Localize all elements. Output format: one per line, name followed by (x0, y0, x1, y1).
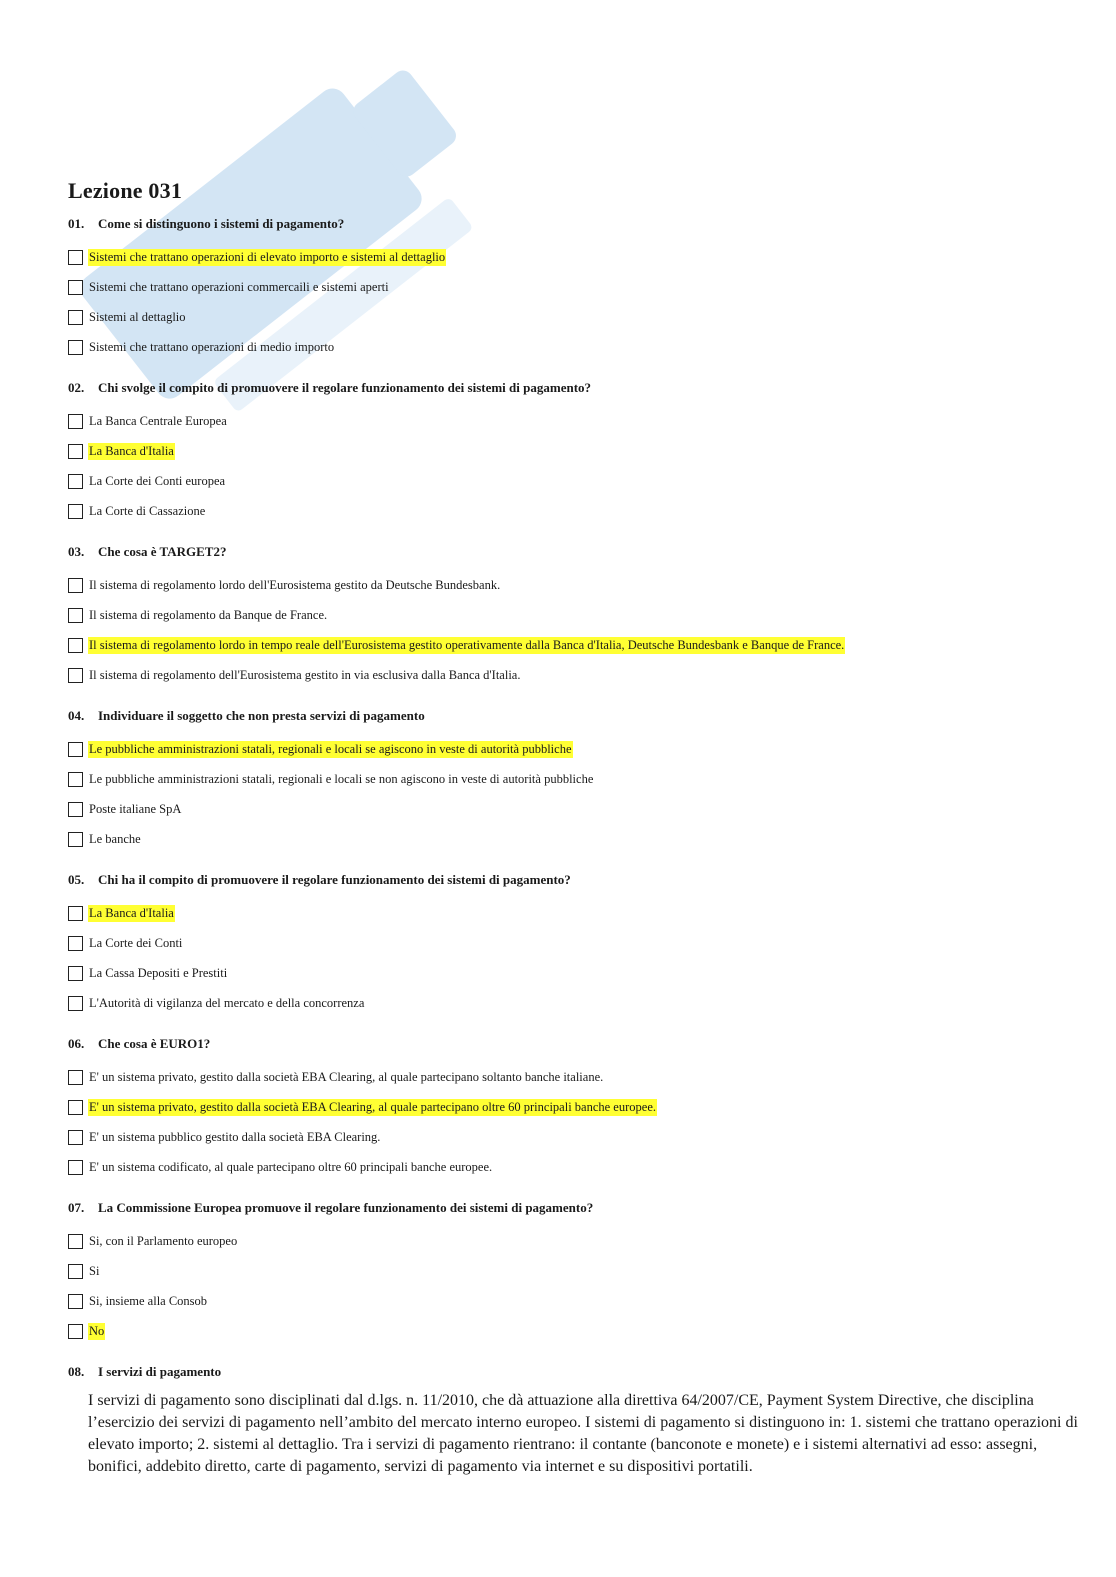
answer-checkbox[interactable] (68, 742, 83, 757)
answer-text: Le pubbliche amministrazioni statali, regionali e locali se non agiscono in veste di autorità pubbliche (89, 771, 594, 786)
answer-option[interactable] (68, 302, 1098, 332)
answer-checkbox[interactable] (68, 340, 83, 355)
question-number: 06. (68, 1036, 85, 1051)
answer-option[interactable] (68, 600, 1098, 630)
question-number: 07. (68, 1200, 85, 1215)
question-title (68, 542, 1098, 562)
question-title (68, 870, 1098, 890)
question-block (68, 214, 1098, 378)
answer-option[interactable] (68, 1286, 1098, 1316)
answer-option[interactable] (68, 794, 1098, 824)
answer-option[interactable] (68, 1092, 1098, 1122)
spacer (68, 690, 1098, 706)
question-title (68, 378, 1098, 398)
answer-checkbox[interactable] (68, 1294, 83, 1309)
answer-checkbox[interactable] (68, 1100, 83, 1115)
answer-option[interactable] (68, 1256, 1098, 1286)
question-text: Chi svolge il compito di promuovere il regolare funzionamento dei sistemi di pagamento? (98, 380, 592, 395)
answer-checkbox[interactable] (68, 310, 83, 325)
answer-option[interactable] (68, 496, 1098, 526)
lesson-title: Lezione 031 (68, 178, 183, 203)
answer-text: Le banche (89, 831, 141, 846)
question-text: Chi ha il compito di promuovere il regolare funzionamento dei sistemi di pagamento? (98, 872, 571, 887)
answer-option[interactable] (68, 1316, 1098, 1346)
answer-checkbox[interactable] (68, 474, 83, 489)
answer-text: E' un sistema codificato, al quale partecipano oltre 60 principali banche europee. (89, 1159, 493, 1174)
answer-option[interactable] (68, 1152, 1098, 1182)
answer-checkbox[interactable] (68, 280, 83, 295)
answer-text: Si (89, 1263, 100, 1278)
question-number: 04. (68, 708, 85, 723)
answer-text: E' un sistema privato, gestito dalla società EBA Clearing, al quale partecipano soltanto banche italiane. (89, 1069, 604, 1084)
answer-text: E' un sistema pubblico gestito dalla società EBA Clearing. (89, 1129, 381, 1144)
answer-checkbox[interactable] (68, 1130, 83, 1145)
question-number: 02. (68, 380, 85, 395)
question-title (68, 1034, 1098, 1054)
question-text: La Commissione Europea promuove il regolare funzionamento dei sistemi di pagamento? (98, 1200, 594, 1215)
answer-option[interactable] (68, 242, 1098, 272)
answer-option[interactable] (68, 928, 1098, 958)
question-block (68, 706, 1098, 870)
answer-checkbox[interactable] (68, 1160, 83, 1175)
answer-checkbox[interactable] (68, 444, 83, 459)
spacer (68, 362, 1098, 378)
question-text: Che cosa è EURO1? (98, 1036, 211, 1051)
question-number: 03. (68, 544, 85, 559)
answer-option[interactable] (68, 272, 1098, 302)
spacer (68, 1018, 1098, 1034)
answer-checkbox[interactable] (68, 608, 83, 623)
answer-checkbox[interactable] (68, 1070, 83, 1085)
spacer (68, 526, 1098, 542)
open-question-answer: I servizi di pagamento sono disciplinati dal d.lgs. n. 11/2010, che dà attuazione alla direttiva 64/2007/CE, Payment System Directive, che disciplina l’esercizio dei servizi di pagamento nell’ambito del mercato interno europeo. I sistemi di pagamento si distinguono in: 1. sistemi che trattano operazioni di elevato importo; 2. sistemi al dettaglio. Tra i servizi di pagamento rientrano: il contante (banconote e monete) e i sistemi alternativi ad esso: assegni, bonifici, addebito diretto, carte di pagamento, servizi di pagamento via internet e su dispositivi portatili. (88, 1392, 1078, 1475)
answer-option[interactable] (68, 630, 1098, 660)
question-text: I servizi di pagamento (98, 1364, 222, 1379)
answer-checkbox[interactable] (68, 250, 83, 265)
answer-text: Il sistema di regolamento dell'Eurosistema gestito in via esclusiva dalla Banca d'Italia. (89, 667, 521, 682)
question-text: Che cosa è TARGET2? (98, 544, 227, 559)
answer-option[interactable] (68, 734, 1098, 764)
answer-text: Il sistema di regolamento da Banque de France. (89, 607, 328, 622)
question-text: Individuare il soggetto che non presta servizi di pagamento (98, 708, 425, 723)
answer-checkbox[interactable] (68, 1264, 83, 1279)
answer-option[interactable] (68, 436, 1098, 466)
correct-answer-text: No (89, 1323, 105, 1338)
spacer (68, 1182, 1098, 1198)
answer-checkbox[interactable] (68, 414, 83, 429)
open-question (68, 1362, 1098, 1478)
question-block (68, 542, 1098, 706)
answer-text: Si, con il Parlamento europeo (89, 1233, 238, 1248)
answer-text: Si, insieme alla Consob (89, 1293, 208, 1308)
question-title (68, 1198, 1098, 1218)
answer-checkbox[interactable] (68, 504, 83, 519)
answer-option[interactable] (68, 988, 1098, 1018)
answer-option[interactable] (68, 1062, 1098, 1092)
answer-checkbox[interactable] (68, 1234, 83, 1249)
answer-checkbox[interactable] (68, 802, 83, 817)
correct-answer-text: Le pubbliche amministrazioni statali, regionali e locali se agiscono in veste di autorità pubbliche (89, 741, 572, 756)
spacer (68, 854, 1098, 870)
answer-option[interactable] (68, 898, 1098, 928)
correct-answer-text: Il sistema di regolamento lordo in tempo reale dell'Eurosistema gestito operativamente dalla Banca d'Italia, Deutsche Bundesbank e Banque de France. (89, 637, 845, 652)
answer-checkbox[interactable] (68, 996, 83, 1011)
answer-option[interactable] (68, 824, 1098, 854)
question-title (68, 214, 1098, 234)
answer-checkbox[interactable] (68, 832, 83, 847)
question-title (68, 1362, 1098, 1382)
question-block (68, 1034, 1098, 1198)
answer-checkbox[interactable] (68, 936, 83, 951)
answer-option[interactable] (68, 1226, 1098, 1256)
question-block (68, 378, 1098, 542)
answer-text: Sistemi che trattano operazioni commercaili e sistemi aperti (89, 279, 389, 294)
answer-text: Poste italiane SpA (89, 801, 182, 816)
answer-option[interactable] (68, 570, 1098, 600)
spacer (68, 1346, 1098, 1362)
answer-text: Il sistema di regolamento lordo dell'Eurosistema gestito da Deutsche Bundesbank. (89, 577, 501, 592)
answer-option[interactable] (68, 332, 1098, 362)
correct-answer-text: Sistemi che trattano operazioni di elevato importo e sistemi al dettaglio (89, 249, 446, 264)
answer-checkbox[interactable] (68, 638, 83, 653)
answer-text: La Cassa Depositi e Prestiti (89, 965, 228, 980)
answer-text: La Banca Centrale Europea (89, 413, 227, 428)
correct-answer-text: E' un sistema privato, gestito dalla società EBA Clearing, al quale partecipano oltre 60 principali banche europee. (89, 1099, 656, 1114)
answer-checkbox[interactable] (68, 668, 83, 683)
question-block (68, 1198, 1098, 1362)
correct-answer-text: La Banca d'Italia (89, 443, 174, 458)
question-number: 08. (68, 1364, 85, 1379)
answer-option[interactable] (68, 764, 1098, 794)
answer-checkbox[interactable] (68, 772, 83, 787)
answer-option[interactable] (68, 660, 1098, 690)
answer-text: Sistemi che trattano operazioni di medio importo (89, 339, 335, 354)
answer-option[interactable] (68, 958, 1098, 988)
correct-answer-text: La Banca d'Italia (89, 905, 174, 920)
question-number: 01. (68, 216, 85, 231)
answer-checkbox[interactable] (68, 966, 83, 981)
answer-option[interactable] (68, 1122, 1098, 1152)
document-page (68, 178, 1098, 1478)
answer-checkbox[interactable] (68, 1324, 83, 1339)
answer-option[interactable] (68, 406, 1098, 436)
answer-option[interactable] (68, 466, 1098, 496)
question-list (68, 214, 1098, 1362)
answer-text: Sistemi al dettaglio (89, 309, 186, 324)
answer-text: La Corte di Cassazione (89, 503, 206, 518)
answer-text: L'Autorità di vigilanza del mercato e della concorrenza (89, 995, 365, 1010)
answer-text: La Corte dei Conti (89, 935, 183, 950)
question-title (68, 706, 1098, 726)
answer-text: La Corte dei Conti europea (89, 473, 226, 488)
answer-checkbox[interactable] (68, 578, 83, 593)
question-block (68, 870, 1098, 1034)
question-text: Come si distinguono i sistemi di pagamento? (98, 216, 345, 231)
question-number: 05. (68, 872, 85, 887)
answer-checkbox[interactable] (68, 906, 83, 921)
